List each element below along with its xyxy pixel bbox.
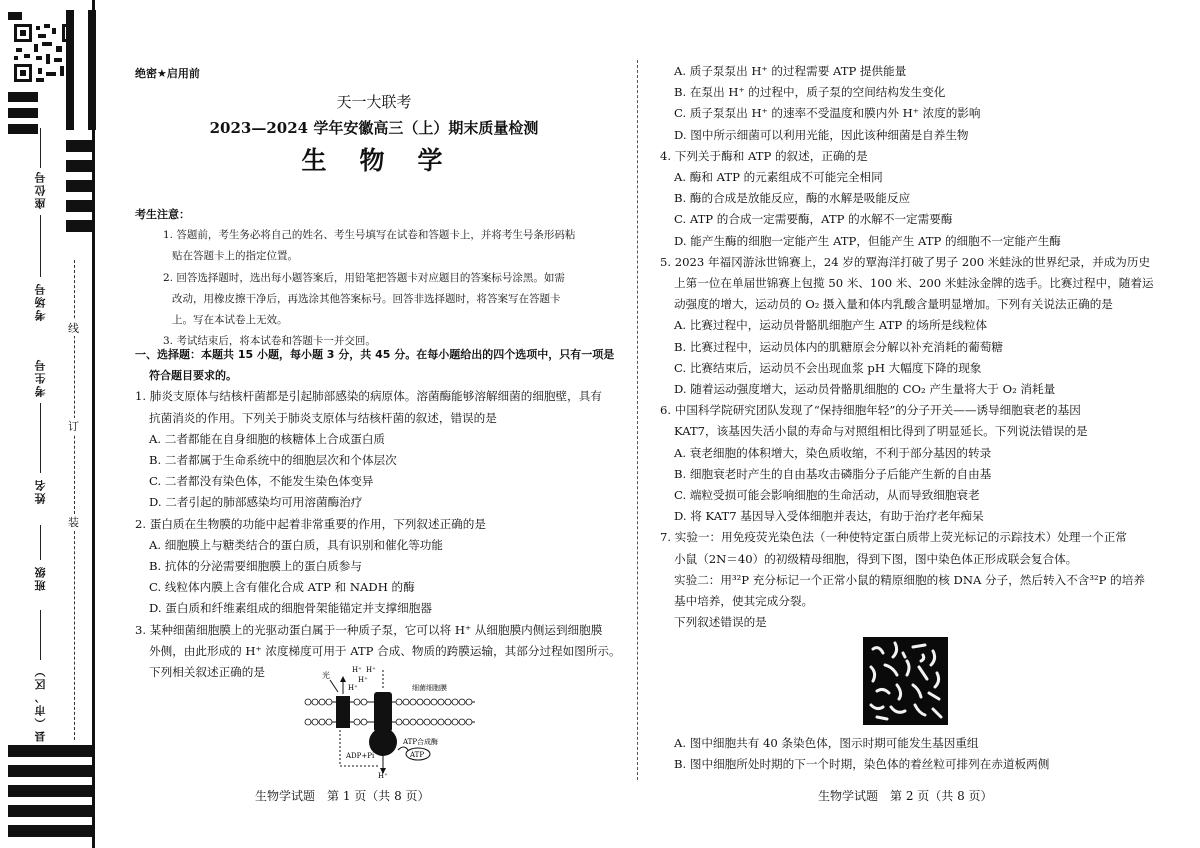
org-title: 天一大联考 [336,93,412,111]
proton-pump-figure [300,660,480,780]
q1-stem: 1. 肺炎支原体与结核杆菌都是引起肺部感染的病原体。溶菌酶能够溶解细菌的细胞壁，具有 [135,389,602,404]
q5-stem: 动强度的增大，运动员的 O₂ 摄入量和体内乳酸含量明显增加。下列有关说法正确的是 [674,297,1113,312]
notice-line: 上。写在本试卷上无效。 [172,314,288,327]
fig-membrane-label: 细菌细胞膜 [412,684,447,692]
notice-line: 改动，用橡皮擦干净后，再选涂其他答案标号。回答非选择题时，将答案写在答题卡 [172,292,561,305]
q7-option-a: A. 图中细胞共有 40 条染色体，图示时期可能发生基因重组 [674,736,979,750]
phospholipid-head [326,719,332,725]
phospholipid-head [396,719,402,725]
county-label: 县（市、区） [34,664,47,742]
fig-h-label: H⁺ [358,676,368,684]
q2-option-b: B. 抗体的分泌需要细胞膜上的蛋白质参与 [149,559,362,574]
phospholipid-head [445,699,451,705]
q4-option-b: B. 酶的合成是放能反应，酶的水解是吸能反应 [674,191,911,206]
q3-option-b: B. 在泵出 H⁺ 的过程中，质子泵的空间结构发生变化 [674,85,946,100]
notice-block [135,204,575,352]
q6-stem: KAT7，该基因失活小鼠的寿命与对照组相比得到了明显延长。下列说法错误的是 [674,424,1088,439]
q7-stem: 实验二：用³²P 充分标记一个正常小鼠的精原细胞的核 DNA 分子，然后转入不含³²P 的培养 [674,572,1145,587]
subject-title: 生 物 学 [301,146,447,175]
binding-mark-bind: 装 [68,516,79,529]
phospholipid-head [438,719,444,725]
q1-option-d: D. 二者引起的肺部感染均可用溶菌酶治疗 [149,495,363,510]
phospholipid-head [326,699,332,705]
fig-enzyme-label: ATP合成酶 [403,738,439,746]
phospholipid-head [305,719,311,725]
q5-option-d: D. 随着运动强度增大，运动员骨骼肌细胞的 CO₂ 产生量将大于 O₂ 消耗量 [674,382,1056,397]
q2-option-a: A. 细胞膜上与糖类结合的蛋白质，具有识别和催化等功能 [149,537,443,552]
q5-option-c: C. 比赛结束后，运动员不会出现血浆 pH 大幅度下降的现象 [674,360,982,375]
phospholipid-head [459,699,465,705]
atp-synthase-stalk [374,692,392,732]
fig-atp-label: ATP [410,751,425,759]
notice-line: 3. 考试结束后，将本试卷和答题卡一并交回。 [163,335,376,348]
fig-light-label: 光 [322,671,330,680]
q5-stem: 5. 2023 年福冈游泳世锦赛上，24 岁的覃海洋打破了男子 200 米蛙泳的世界纪录，并成为历史 [660,254,1151,269]
notice-line: 1. 答题前，考生务必将自己的姓名、考生号填写在试卷和答题卡上，并将考生号条形码粘 [163,229,576,242]
q4-stem: 4. 下列关于酶和 ATP 的叙述，正确的是 [660,148,868,163]
phospholipid-head [361,699,367,705]
phospholipid-head [319,699,325,705]
question-list-left [135,344,621,683]
q1-stem: 抗菌消炎的作用。下列关于肺炎支原体与结核杆菌的叙述，错误的是 [149,410,497,425]
phospholipid-head [305,699,311,705]
phospholipid-head [354,699,360,705]
secret-label: 绝密★启用前 [135,67,200,80]
q7-stem: 小鼠（2N＝40）的初级精母细胞，得到下图，图中染色体正形成联会复合体。 [674,551,1078,566]
exam-room-label: 考场号 [34,282,47,321]
q4-option-c: C. ATP 的合成一定需要酶，ATP 的水解不一定需要酶 [674,212,953,227]
fig-h-label: H⁺ [352,666,362,674]
phospholipid-head [452,719,458,725]
binding-mark-line: 线 [68,322,79,335]
q5-option-a: A. 比赛过程中，运动员骨骼肌细胞产生 ATP 的场所是线粒体 [674,318,988,333]
phospholipid-head [319,719,325,725]
q6-option-a: A. 衰老细胞的体积增大，染色质收缩，不利于部分基因的转录 [674,445,992,460]
q7-stem: 下列叙述错误的是 [674,615,767,630]
phospholipid-head [417,719,423,725]
chromosome-micrograph [863,637,948,725]
phospholipid-head [361,719,367,725]
binding-mark-staple: 订 [68,420,79,433]
q6-option-c: C. 端粒受损可能会影响细胞的生命活动，从而导致细胞衰老 [674,488,980,503]
q6-stem: 6. 中国科学院研究团队发现了“保持细胞年轻”的分子开关——诱导细胞衰老的基因 [660,403,1081,418]
phospholipid-head [431,719,437,725]
q7-stem: 7. 实验一：用免疫荧光染色法（一种使特定蛋白质带上荧光标记的示踪技术）处理一个正常 [660,530,1127,545]
q1-option-c: C. 二者都没有染色体，不能发生染色体变异 [149,474,374,489]
q4-option-a: A. 酶和 ATP 的元素组成不可能完全相同 [674,170,883,185]
exam-title: 2023—2024 学年安徽高三（上）期末质量检测 [209,119,539,137]
fig-h-label: H⁺ [348,684,358,692]
q2-stem: 2. 蛋白质在生物膜的功能中起着非常重要的作用，下列叙述正确的是 [135,516,486,531]
question-list-right [660,61,1154,633]
phospholipid-head [466,699,472,705]
q7-stem: 基中培养，使其完成分裂。 [674,594,814,609]
candidate-number-label: 考生号 [34,358,47,397]
phospholipid-head [424,699,430,705]
q3-option-d: D. 图中所示细菌可以利用光能，因此该种细菌是自养生物 [674,127,969,142]
q2-option-d: D. 蛋白质和纤维素组成的细胞骨架能锚定并支撑细胞器 [149,601,432,616]
fig-h-label: H⁺ [366,666,376,674]
q4-option-d: D. 能产生酶的细胞一定能产生 ATP，但能产生 ATP 的细胞不一定能产生酶 [674,233,1061,248]
section-heading: 一、选择题：本题共 15 小题，每小题 3 分，共 45 分。在每小题给出的四个选项中，只有一项是 [135,348,615,361]
q3-option-c: C. 质子泵泵出 H⁺ 的速率不受温度和膜内外 H⁺ 浓度的影响 [674,106,981,121]
phospholipid-head [438,699,444,705]
phospholipid-head [410,699,416,705]
q2-option-c: C. 线粒体内膜上含有催化合成 ATP 和 NADH 的酶 [149,580,415,595]
phospholipid-head [312,719,318,725]
phospholipid-head [312,699,318,705]
phospholipid-head [403,719,409,725]
fig-adp-label: ADP+Pi [346,752,375,760]
phospholipid-head [466,719,472,725]
q1-option-b: B. 二者都属于生命系统中的细胞层次和个体层次 [149,453,397,468]
q3-option-a: A. 质子泵泵出 H⁺ 的过程需要 ATP 提供能量 [674,64,907,78]
phospholipid-head [431,699,437,705]
footer-left: 生物学试题 第 1 页（共 8 页） [255,789,430,803]
name-label: 姓名 [34,478,47,504]
proton-pump-shape [336,696,350,728]
q3-stem: 外侧，由此形成的 H⁺ 浓度梯度可用于 ATP 合成、物质的跨膜运输，其部分过程如图所示。 [149,643,621,658]
q3-stem: 3. 某种细菌细胞膜上的光驱动蛋白属于一种质子泵，它可以将 H⁺ 从细胞膜内侧运到细胞膜 [135,622,603,637]
notice-line: 2. 回答选择题时，选出每小题答案后，用铅笔把答题卡对应题目的答案标号涂黑。如需 [163,271,565,284]
q1-option-a: A. 二者都能在自身细胞的核糖体上合成蛋白质 [149,431,386,446]
phospholipid-head [396,699,402,705]
q6-option-b: B. 细胞衰老时产生的自由基攻击磷脂分子后能产生新的自由基 [674,466,992,481]
class-label: 班级 [34,565,47,591]
notice-title: 考生注意： [135,208,190,221]
phospholipid-head [424,719,430,725]
q7-options [660,733,1049,775]
column-divider [637,60,638,780]
q5-stem: 上第一位在单届世锦赛上包揽 50 米、100 米、200 米蛙泳金牌的选手。比赛过程中，随着运 [674,276,1154,291]
fig-h-label: H⁺ [378,772,388,780]
phospholipid-head [410,719,416,725]
seat-number-label: 座位号 [34,170,47,209]
binding-strip [0,0,95,848]
phospholipid-head [403,699,409,705]
q6-option-d: D. 将 KAT7 基因导入受体细胞并表达，有助于治疗老年痴呆 [674,509,984,524]
phospholipid-head [445,719,451,725]
phospholipid-head [354,719,360,725]
phospholipid-head [417,699,423,705]
q5-option-b: B. 比赛过程中，运动员体内的肌糖原会分解以补充消耗的葡萄糖 [674,339,1003,354]
notice-line: 贴在答题卡上的指定位置。 [172,250,298,263]
q3-stem: 下列相关叙述正确的是 [149,665,265,680]
footer-right: 生物学试题 第 2 页（共 8 页） [818,789,993,803]
phospholipid-head [459,719,465,725]
q7-option-b: B. 图中细胞所处时期的下一个时期，染色体的着丝粒可排列在赤道板两侧 [674,757,1050,772]
section-heading: 符合题目要求的。 [149,369,237,383]
phospholipid-head [452,699,458,705]
